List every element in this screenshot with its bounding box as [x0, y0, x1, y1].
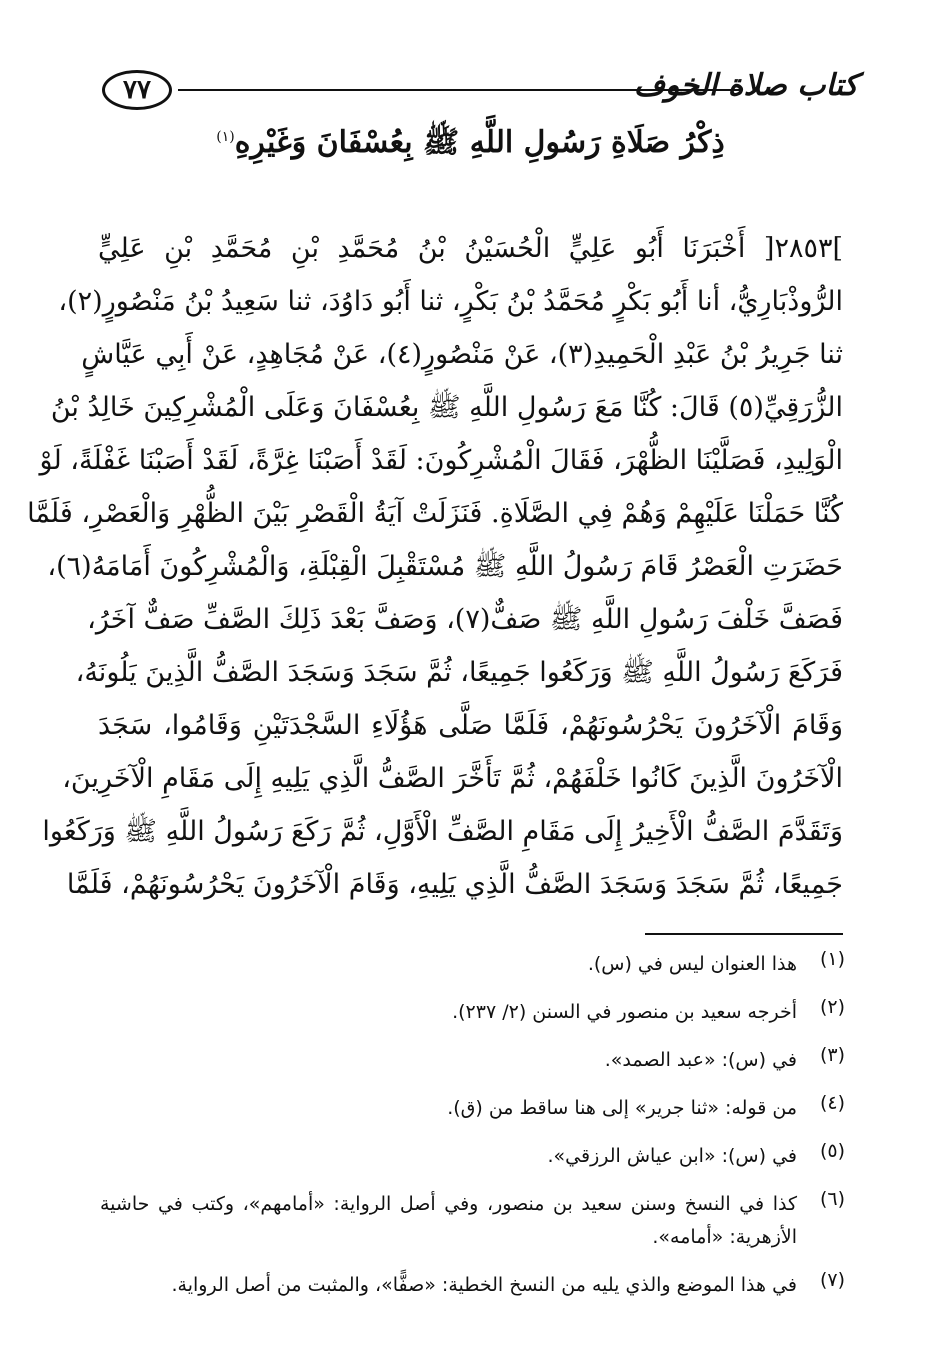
chapter-heading [0, 124, 941, 167]
body-line: فَرَكَعَ رَسُولُ اللَّهِ ﷺ وَرَكَعُوا جَمِيعًا، ثُمَّ سَجَدَ وَسَجَدَ الصَّفُّ الَّذِينَ يَلُونَهُ، [75, 657, 843, 688]
footnote-number: (٦) [819, 1188, 845, 1210]
body-line: الزُّرَقِيِّ(٥) قَالَ: كُنَّا مَعَ رَسُولِ اللَّهِ ﷺ بِعُسْفَانَ وَعَلَى الْمُشْرِكِينَ خَالِدُ بْنُ [50, 392, 843, 423]
footnote-text: كذا في النسخ وسنن سعيد بن منصور، وفي أصل الرواية: «أمامهم»، وكتب في حاشية الأزهرية: «أمامه». [100, 1193, 797, 1248]
footnote-divider [645, 933, 843, 935]
footnote-text: أخرجه سعيد بن منصور في السنن (٢/ ٢٣٧). [452, 1001, 797, 1023]
body-line: كُنَّا حَمَلْنَا عَلَيْهِمْ وَهُمْ فِي الصَّلَاةِ. فَنَزَلَتْ آيَةُ الْقَصْرِ بَيْنَ الظُّهْرِ وَالْعَصْرِ، فَلَمَّا [27, 498, 843, 529]
footnote-number: (٥) [819, 1140, 845, 1162]
footnote-number: (٤) [819, 1092, 845, 1114]
hadith-body [27, 222, 843, 911]
footnote-number: (٧) [819, 1269, 845, 1291]
body-line: حَضَرَتِ الْعَصْرُ قَامَ رَسُولُ اللَّهِ ﷺ مُسْتَقْبِلَ الْقِبْلَةِ، وَالْمُشْرِكُونَ أَمَامَهُ(٦)، [47, 551, 843, 582]
footnote-item [100, 1092, 845, 1125]
body-line: جَمِيعًا، ثُمَّ سَجَدَ وَسَجَدَ الصَّفُّ الَّذِي يَلِيهِ، وَقَامَ الْآخَرُونَ يَحْرُسُونَهُمْ، فَلَمَّا [66, 869, 843, 900]
footnote-item [100, 996, 845, 1029]
footnote-number: (٢) [819, 996, 845, 1018]
page-number: ٧٧ [102, 70, 172, 110]
footnote-item [100, 1140, 845, 1173]
footnote-number: (١) [819, 948, 845, 970]
body-line: وَتَقَدَّمَ الصَّفُّ الْأَخِيرُ إِلَى مَقَامِ الصَّفِّ الْأَوَّلِ، ثُمَّ رَكَعَ رَسُولُ اللَّهِ ﷺ وَرَكَعُوا [42, 816, 843, 847]
body-line: الرُّوذْبَارِيُّ، أنا أَبُو بَكْرٍ مُحَمَّدُ بْنُ بَكْرٍ، ثنا أَبُو دَاوُدَ، ثنا سَعِيدُ بْنُ مَنْصُورٍ(٢)، [58, 286, 843, 317]
body-line: ثنا جَرِيرُ بْنُ عَبْدِ الْحَمِيدِ(٣)، عَنْ مَنْصُورٍ(٤)، عَنْ مُجَاهِدٍ، عَنْ أَبِي عَيَّاشٍ [81, 339, 843, 370]
chapter-heading-footnote-marker: (١) [216, 129, 235, 145]
footnote-text: من قوله: «ثنا جرير» إلى هنا ساقط من (ق). [447, 1097, 797, 1119]
page-header [98, 62, 858, 118]
body-line: فَصَفَّ خَلْفَ رَسُولِ اللَّهِ ﷺ صَفٌّ(٧)، وَصَفَّ بَعْدَ ذَلِكَ الصَّفِّ صَفٌّ آخَرُ، [87, 604, 843, 635]
footnotes [100, 948, 845, 1317]
footnote-item [100, 1188, 845, 1254]
footnote-text: هذا العنوان ليس في (س). [587, 953, 797, 975]
chapter-heading-text: ذِكْرُ صَلَاةِ رَسُولِ اللَّهِ ﷺ بِعُسْفَانَ وَغَيْرِهِ [234, 125, 725, 160]
footnote-item [100, 1269, 845, 1302]
footnote-number: (٣) [819, 1044, 845, 1066]
body-line: ]٢٨٥٣[ أَخْبَرَنَا أَبُو عَلِيٍّ الْحُسَيْنُ بْنُ مُحَمَّدِ بْنِ مُحَمَّدِ بْنِ عَلِيٍّ [98, 233, 843, 264]
body-line: الْوَلِيدِ، فَصَلَّيْنَا الظُّهْرَ، فَقَالَ الْمُشْرِكُونَ: لَقَدْ أَصَبْنَا غِرَّةً، لَقَدْ أَصَبْنَا غَفْلَةً، لَوْ [39, 445, 843, 476]
body-line: وَقَامَ الْآخَرُونَ يَحْرُسُونَهُمْ، فَلَمَّا صَلَّى هَؤُلَاءِ السَّجْدَتَيْنِ وَقَامُوا، سَجَدَ [98, 710, 843, 741]
footnote-text: في (س): «عبد الصمد». [604, 1049, 797, 1071]
book-title: كتاب صلاة الخوف [633, 68, 858, 103]
footnote-item [100, 948, 845, 981]
footnote-text: في هذا الموضع والذي يليه من النسخ الخطية: «صفًّا»، والمثبت من أصل الرواية. [171, 1274, 797, 1296]
footnote-item [100, 1044, 845, 1077]
body-line: الْآخَرُونَ الَّذِينَ كَانُوا خَلْفَهُمْ، ثُمَّ تَأَخَّرَ الصَّفُّ الَّذِي يَلِيهِ إِلَى مَقَامِ الْآخَرِينَ، [62, 763, 843, 794]
footnote-text: في (س): «ابن عياش الرزقي». [547, 1145, 797, 1167]
